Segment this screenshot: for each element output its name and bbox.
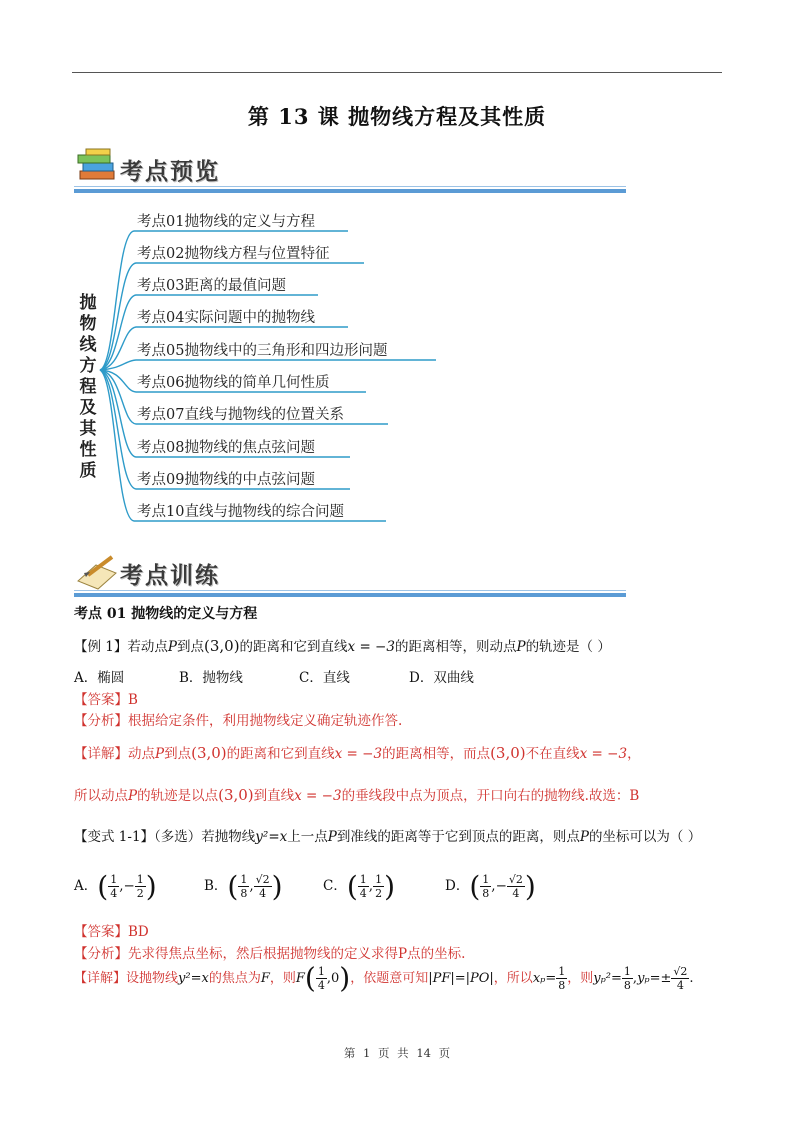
- d-text: .: [689, 971, 694, 986]
- q-point: (3,0): [203, 637, 240, 655]
- option-b: B．抛物线: [179, 670, 243, 686]
- sign: −: [495, 878, 507, 894]
- d-text: 到点: [164, 746, 192, 762]
- mindmap-item: 考点05抛物线中的三角形和四边形问题: [137, 343, 388, 359]
- mindmap-item: 考点08抛物线的焦点弦问题: [137, 440, 315, 456]
- frac-num: 1: [558, 965, 566, 978]
- opt-letter: B．: [204, 878, 228, 894]
- d-point: (3,0): [218, 786, 254, 804]
- q-var: P: [516, 639, 526, 655]
- frac-num: √2: [255, 873, 270, 886]
- section-header-preview: [74, 147, 626, 193]
- d-var: yₚ²=: [593, 971, 622, 986]
- option-c: C．直线: [299, 670, 350, 686]
- detail-line-2: [74, 785, 639, 806]
- frac-num: 1: [482, 873, 490, 886]
- variant-label: 【变式 1-1】: [74, 829, 155, 845]
- frac-den: 4: [359, 887, 367, 900]
- topic-title: 考点 01 抛物线的定义与方程: [74, 606, 258, 622]
- variant-option-d: D．( $\frac{1}{8}$ ,− $\frac{√2}{4}$ ): [445, 870, 536, 903]
- frac-num: 1: [110, 873, 118, 886]
- d-text: 的焦点为: [208, 971, 261, 986]
- d-line: x = −3: [579, 746, 628, 762]
- d-text: 的垂线段中点为顶点，开口向右的抛物线.故选：B: [341, 788, 640, 804]
- d-var: F: [295, 971, 305, 986]
- example-question: [74, 636, 611, 657]
- d-var: yₚ=±: [637, 971, 672, 986]
- d-text: 动点: [128, 746, 155, 762]
- section-header-training: [74, 551, 626, 597]
- q-text: 的坐标可以为（ ）: [588, 829, 702, 845]
- frac-den: 4: [676, 979, 684, 992]
- page-footer: 第 1 页 共 14 页: [343, 1046, 451, 1060]
- q-text: 到点: [176, 639, 204, 655]
- detail-line-1: [74, 743, 641, 764]
- q-var: P: [167, 639, 177, 655]
- q-text: 的距离和它到直线: [239, 639, 348, 655]
- q-line: x = −3: [347, 639, 395, 655]
- frac-den: 4: [512, 887, 520, 900]
- mindmap-item: 考点01抛物线的定义与方程: [137, 214, 315, 230]
- d-text: 的距离和它到直线: [226, 746, 335, 762]
- q-text: 到准线的距离等于它到顶点的距离，则点: [336, 829, 580, 845]
- mindmap-item: 考点07直线与抛物线的位置关系: [137, 407, 344, 423]
- analysis-text: 先求得焦点坐标，然后根据抛物线的定义求得P点的坐标.: [128, 946, 466, 962]
- detail-label: 【详解】: [74, 971, 127, 986]
- frac-den: 4: [317, 979, 325, 992]
- option-d: D．双曲线: [409, 670, 474, 686]
- d-text: ，: [627, 746, 641, 762]
- heading-rule-thin: [74, 186, 626, 187]
- variant-analysis-line: [74, 944, 465, 964]
- frac-den: 2: [375, 887, 383, 900]
- answer-label: 【答案】: [74, 924, 128, 940]
- mindmap-item: 考点03距离的最值问题: [137, 278, 286, 294]
- opt-letter: D．: [445, 878, 470, 894]
- sign: −: [123, 878, 135, 894]
- mindmap-item: 考点10直线与抛物线的综合问题: [137, 504, 344, 520]
- frac-den: 4: [259, 887, 267, 900]
- d-text: ，所以: [493, 971, 533, 986]
- analysis-label: 【分析】: [74, 946, 128, 962]
- frac-den: 8: [482, 887, 490, 900]
- opt-letter: C．: [323, 878, 347, 894]
- frac-num: 1: [136, 873, 144, 886]
- mindmap-item: 考点09抛物线的中点弦问题: [137, 472, 315, 488]
- d-text: ，则: [567, 971, 594, 986]
- mindmap-root: 抛物线方程及其性质: [79, 293, 97, 481]
- books-icon: [74, 147, 120, 187]
- q-text: 的轨迹是（ ）: [525, 639, 611, 655]
- d-text: 所以动点: [74, 788, 128, 804]
- d-text: 不在直线: [525, 746, 580, 762]
- heading-rule-thin: [74, 590, 626, 591]
- detail-label: 【详解】: [74, 746, 128, 762]
- d-line: x = −3: [294, 788, 342, 804]
- q-text: （多选）若抛物线: [154, 829, 256, 845]
- frac-den: 4: [110, 887, 118, 900]
- paper-pencil-icon: [74, 551, 120, 591]
- mindmap-item: 考点02抛物线方程与位置特征: [137, 246, 330, 262]
- d-text: ，则: [269, 971, 296, 986]
- d-text: ,0: [326, 971, 340, 986]
- d-eq: y²=x: [178, 971, 209, 986]
- q-eq: y²=x: [255, 829, 288, 845]
- d-text: ,: [632, 971, 638, 986]
- page-title: 第 13 课 抛物线方程及其性质: [247, 104, 547, 129]
- variant-question: [74, 827, 701, 847]
- d-text: 设抛物线: [126, 971, 179, 986]
- frac-num: 1: [375, 873, 383, 886]
- frac-den: 8: [558, 979, 566, 992]
- d-text: ，依题意可知: [350, 971, 429, 986]
- answer-line: [74, 690, 138, 710]
- answer-value: B: [128, 692, 138, 708]
- analysis-line: [74, 711, 402, 731]
- opt-letter: A．: [74, 878, 98, 894]
- d-text: 的距离相等，而点: [382, 746, 491, 762]
- variant-option-a: A．( $\frac{1}{4}$ ,− $\frac{1}{2}$ ): [74, 870, 157, 903]
- q-text: 若动点: [127, 639, 168, 655]
- heading-rule: [74, 593, 626, 597]
- example-label: 【例 1】: [74, 639, 128, 655]
- mindmap-item: 考点04实际问题中的抛物线: [137, 310, 315, 326]
- answer-label: 【答案】: [74, 692, 128, 708]
- section-heading: 考点预览: [120, 159, 220, 185]
- frac-num: √2: [673, 965, 688, 978]
- frac-num: 1: [317, 965, 325, 978]
- option-a: A．椭圆: [74, 670, 125, 686]
- frac-num: 1: [623, 965, 631, 978]
- heading-rule: [74, 189, 626, 193]
- d-var: F: [260, 971, 270, 986]
- q-text: 的距离相等，则动点: [394, 639, 517, 655]
- section-heading: 考点训练: [120, 563, 220, 589]
- d-text: 的轨迹是以点: [137, 788, 219, 804]
- d-var: xₚ=: [532, 971, 557, 986]
- d-point: (3,0): [191, 744, 227, 762]
- variant-option-b: B．( $\frac{1}{8}$ , $\frac{√2}{4}$ ): [204, 870, 283, 903]
- d-text: 到直线: [253, 788, 295, 804]
- variant-answer-line: [74, 922, 149, 942]
- frac-den: 8: [623, 979, 631, 992]
- frac-den: 8: [240, 887, 248, 900]
- frac-num: 1: [359, 873, 367, 886]
- q-var: P: [579, 829, 589, 845]
- d-point: (3,0): [490, 744, 526, 762]
- d-var: P: [155, 746, 165, 762]
- mindmap-item: 考点06抛物线的简单几何性质: [137, 375, 330, 391]
- q-var: P: [327, 829, 337, 845]
- analysis-label: 【分析】: [74, 713, 128, 729]
- frac-den: 2: [136, 887, 144, 900]
- frac-num: 1: [240, 873, 248, 886]
- d-line: x = −3: [334, 746, 383, 762]
- header-rule: [72, 72, 722, 73]
- q-text: 上一点: [287, 829, 328, 845]
- variant-option-c: C．( $\frac{1}{4}$ , $\frac{1}{2}$ ): [323, 870, 396, 903]
- analysis-text: 根据给定条件，利用抛物线定义确定轨迹作答.: [128, 713, 403, 729]
- d-var: P: [128, 788, 138, 804]
- d-abs: |PF|=|PO|: [428, 971, 494, 986]
- variant-detail-line: 【详解】设抛物线y²=x的焦点为F，则F( $\frac{1}{4}$ ,0)，依题意可知|PF|=|PO|，所以xₚ= $\frac{1}{8}$ ，则yₚ²= $\frac{1}{8}$ ,yₚ=± $\frac{√2}{4}$ .: [74, 961, 694, 995]
- answer-value: BD: [128, 924, 149, 940]
- frac-num: √2: [508, 873, 523, 886]
